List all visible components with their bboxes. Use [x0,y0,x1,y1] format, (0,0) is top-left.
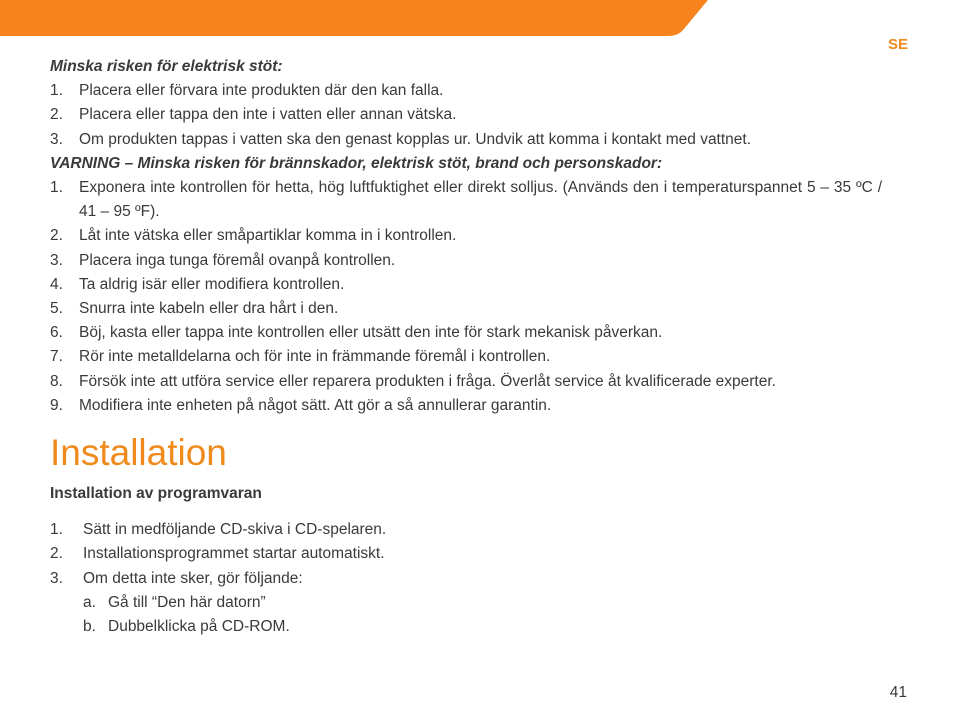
electric-shock-list [50,79,882,152]
list-item: 4. Ta aldrig isär eller modifiera kontrollen. [50,275,345,293]
section-heading-electric-shock: Minska risken för elektrisk stöt: [50,58,283,75]
list-item: 7. Rör inte metalldelarna och för inte in främmande föremål i kontrollen. [50,348,551,366]
list-item: b. Dubbelklicka på CD-ROM. [83,618,290,636]
list-item: a. Gå till “Den här datorn” [83,593,266,611]
list-item: 2. Låt inte vätska eller småpartiklar komma in i kontrollen. [50,227,457,245]
list-item: 2. Placera eller tappa den inte i vatten eller annan vätska. [50,106,457,124]
list-item: 2. Installationsprogrammet startar automatiskt. [50,545,385,563]
list-item: 9. Modifiera inte enheten på något sätt. Att gör a så annullerar garantin. [50,396,552,414]
installation-steps [50,518,882,591]
list-item: 5. Snurra inte kabeln eller dra hårt i den. [50,300,339,318]
installation-substeps [50,591,882,639]
list-item: 1. Placera eller förvara inte produkten där den kan falla. [50,82,444,100]
page-content [50,55,882,639]
section-title-installation: Installation [50,432,227,474]
list-item: 3. Placera inga tunga föremål ovanpå kontrollen. [50,251,396,269]
subheading-software-installation: Installation av programvaran [50,485,262,503]
list-item: 3. Om detta inte sker, gör följande: [50,569,303,587]
page-number: 41 [889,684,907,701]
list-item: 6. Böj, kasta eller tappa inte kontrollen eller utsätt den inte för stark mekanisk påverkan. [50,324,663,342]
warning-list [50,176,882,418]
list-item: 8. Försök inte att utföra service eller reparera produkten i fråga. Överlåt service åt kvalificerade experter. [50,372,776,390]
header-banner [0,0,954,36]
list-item: 1. Exponera inte kontrollen för hetta, hög luftfuktighet eller direkt solljus. (Används den i temperaturspannet 5 – 35 ºC / 41 – 95 ºF). [50,179,882,221]
list-item: 1. Sätt in medföljande CD-skiva i CD-spelaren. [50,521,387,539]
list-item: 3. Om produkten tappas i vatten ska den genast kopplas ur. Undvik att komma i kontakt med vattnet. [50,130,752,148]
section-heading-warning: VARNING – Minska risken för brännskador, elektrisk stöt, brand och personskador: [50,154,663,172]
language-code: SE [887,36,908,53]
